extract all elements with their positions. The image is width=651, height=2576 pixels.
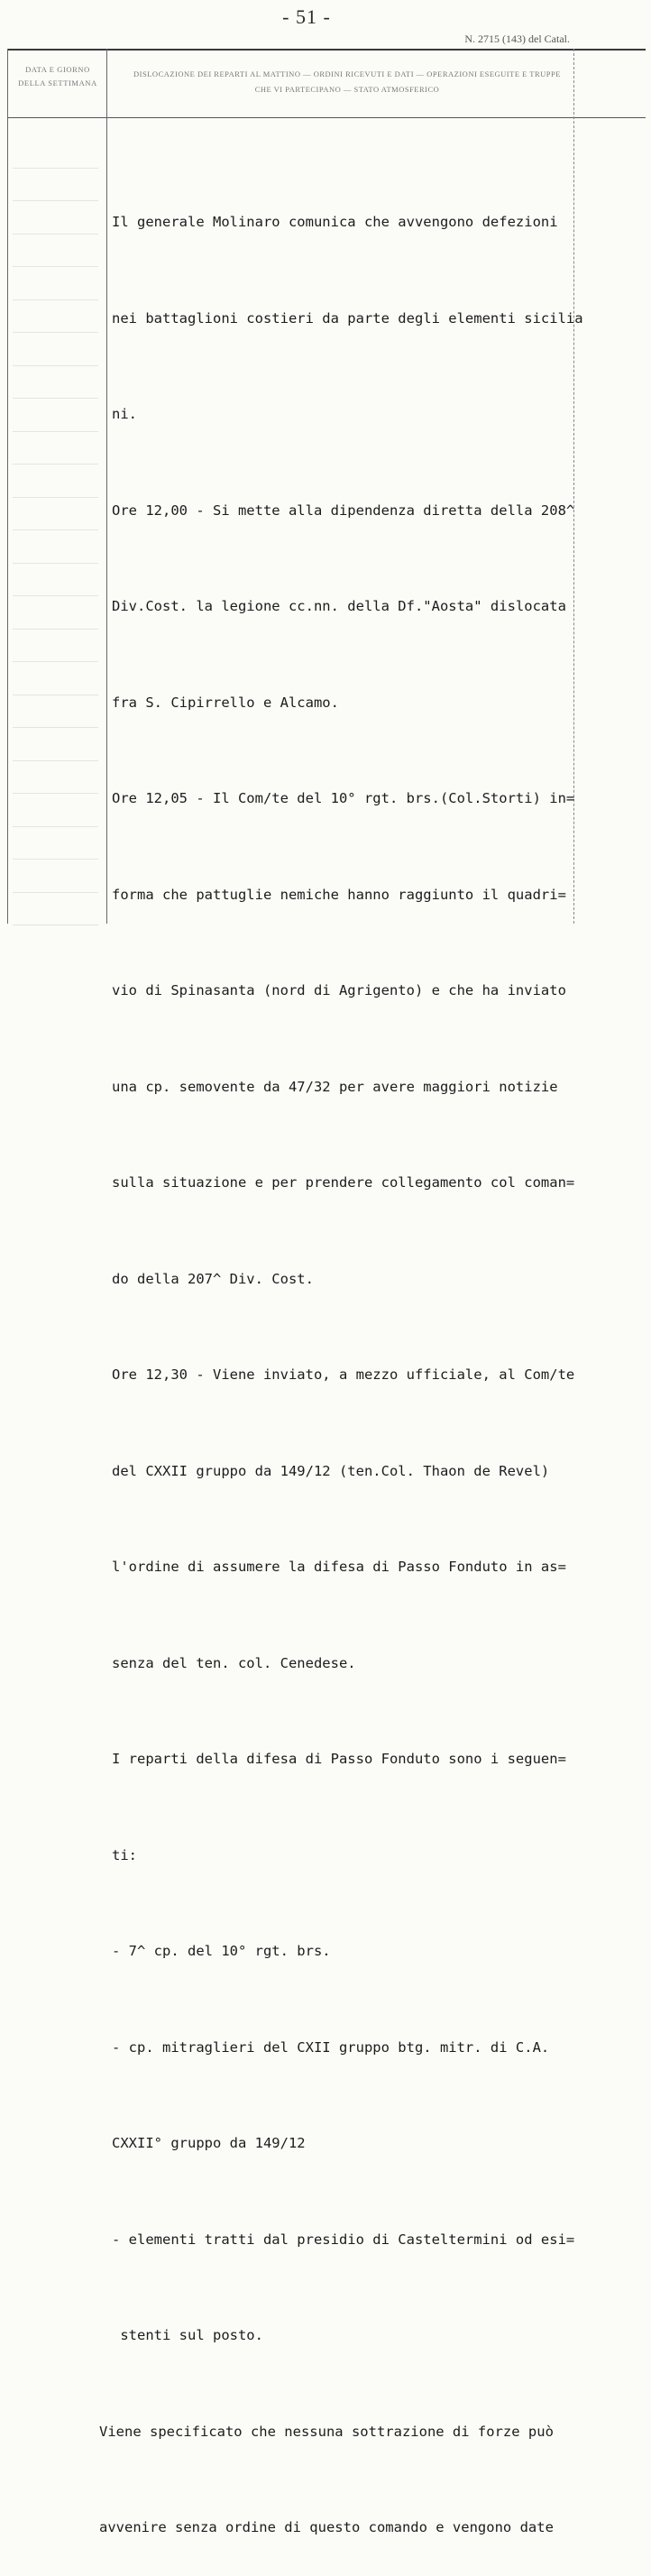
ruled-lines: [13, 135, 98, 924]
page-number: - 51 -: [282, 5, 331, 28]
text-line: stenti sul posto.: [112, 2327, 263, 2343]
text-line: una cp. semovente da 47/32 per avere maggiori notizie: [112, 1078, 558, 1095]
text-line: Ore 12,00 - Si mette alla dipendenza diretta della 208^: [112, 501, 575, 519]
date-column-divider: [106, 49, 107, 924]
text-line: Ore 12,30 - Viene inviato, a mezzo ufficiale, al Com/te: [112, 1366, 575, 1383]
text-line: vio di Spinasanta (nord di Agrigento) e che ha inviato: [112, 982, 566, 998]
text-line: nei battaglioni costieri da parte degli elementi sicilia: [112, 309, 583, 327]
text-line: Ore 12,05 - Il Com/te del 10° rgt. brs.(Col.Storti) in=: [112, 790, 575, 806]
typed-body-text: [99, 143, 583, 2576]
text-line: forma che pattuglie nemiche hanno raggiunto il quadri=: [112, 886, 566, 903]
text-line: senza del ten. col. Cenedese.: [112, 1654, 356, 1671]
text-line: Div.Cost. la legione cc.nn. della Df."Aosta" dislocata: [112, 598, 566, 614]
text-line: Il generale Molinaro comunica che avvengono defezioni: [112, 214, 558, 230]
text-line: avvenire senza ordine di questo comando e vengono date: [99, 2519, 554, 2535]
text-line: Viene specificato che nessuna sottrazione di forze può: [99, 2423, 554, 2440]
text-line: do della 207^ Div. Cost.: [112, 1270, 314, 1287]
text-line: del CXXII gruppo da 149/12 (ten.Col. Thaon de Revel): [112, 1462, 550, 1479]
text-line: CXXII° gruppo da 149/12: [112, 2135, 306, 2151]
text-line: ni.: [112, 406, 137, 422]
text-line: l'ordine di assumere la difesa di Passo Fonduto in as=: [112, 1559, 566, 1575]
text-line: fra S. Cipirrello e Alcamo.: [112, 694, 339, 711]
text-line: ti:: [112, 1846, 137, 1863]
text-line: - 7^ cp. del 10° rgt. brs.: [112, 1943, 331, 1959]
header-rule: [7, 117, 646, 118]
text-line: - cp. mitraglieri del CXII gruppo btg. mitr. di C.A.: [112, 2038, 550, 2056]
date-column-header: DATA E GIORNO DELLA SETTIMANA: [18, 65, 97, 87]
main-column-header: DISLOCAZIONE DEI REPARTI AL MATTINO — ORDINI RICEVUTI E DATI — OPERAZIONI ESEGUITE E TRUPPE CHE VI PARTECIPANO — STATO ATMOSFERICO: [133, 69, 561, 94]
text-line: sulla situazione e per prendere collegamento col coman=: [112, 1174, 575, 1191]
text-line: I reparti della difesa di Passo Fonduto sono i seguen=: [112, 1751, 566, 1767]
top-rule: [7, 49, 646, 51]
text-line: - elementi tratti dal presidio di Casteltermini od esi=: [112, 2231, 575, 2248]
catalog-reference: N. 2715 (143) del Catal.: [464, 32, 570, 45]
left-border: [7, 49, 8, 924]
